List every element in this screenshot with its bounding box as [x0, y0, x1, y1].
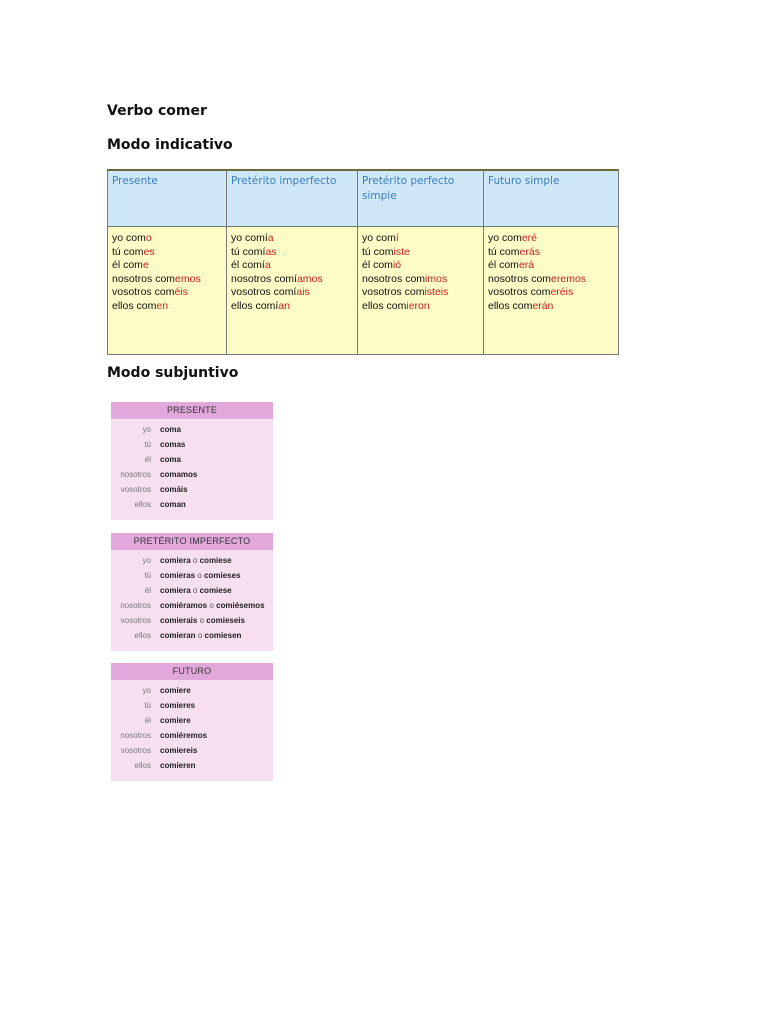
list-item: [111, 583, 273, 598]
verb-form: [160, 683, 191, 698]
pronoun-label: él: [144, 716, 151, 725]
pronoun-label: nosotros: [120, 470, 151, 479]
conjugation-ending: iste: [393, 245, 410, 258]
list-item: [111, 452, 273, 467]
pronoun-label: ellos: [134, 761, 151, 770]
conjugation-line: [362, 232, 479, 246]
conjugation-ending: eremos: [551, 272, 587, 285]
conjugation-ending: isteis: [424, 286, 449, 298]
column-header-presente: Presente: [108, 170, 227, 227]
verb-form-alt: comiese: [199, 556, 232, 565]
pronoun-label: vosotros: [120, 616, 151, 625]
conjugation-line: [488, 246, 614, 260]
conjugation-stem: tú com: [112, 245, 144, 258]
pronoun-label: tú: [144, 571, 151, 580]
conjugation-stem: nosotros com: [488, 272, 552, 285]
list-item: [111, 497, 273, 512]
list-item: [111, 728, 273, 743]
conjugation-stem: ellos com: [488, 299, 533, 312]
verb-form-main: coma: [160, 455, 181, 464]
verb-form-main: comieren: [160, 761, 196, 770]
verb-form-main: comiera: [160, 586, 191, 595]
conjugation-stem: él comí: [231, 259, 265, 271]
verb-form: [160, 553, 232, 568]
conjugation-line: [488, 286, 614, 300]
conjugation-stem: yo com: [112, 232, 146, 244]
box-title: PRESENTE: [111, 402, 273, 419]
pronoun-label: nosotros: [120, 731, 151, 740]
list-item: [111, 743, 273, 758]
table-row: [108, 227, 619, 355]
conjugation-cell-futuro-simple: [484, 227, 619, 355]
conjugation-ending: erás: [519, 245, 540, 258]
connector-word: o: [192, 556, 198, 565]
page-title: Verbo comer: [107, 103, 207, 119]
verb-form: [160, 583, 232, 598]
box-title: PRETÉRITO IMPERFECTO: [111, 533, 273, 550]
conjugation-ending: éis: [174, 286, 188, 298]
verb-form: [160, 758, 196, 773]
verb-form-main: comiera: [160, 556, 191, 565]
verb-form-main: comieras: [160, 571, 196, 580]
conjugation-line: [231, 286, 353, 300]
conjugation-line: [362, 246, 479, 260]
subjuntivo-futuro-box: [111, 663, 273, 781]
verb-form-alt: comieseis: [206, 616, 245, 625]
conjugation-line: [488, 300, 614, 314]
conjugation-stem: tú com: [362, 245, 394, 258]
conjugation-line: [488, 273, 614, 287]
conjugation-stem: él com: [362, 259, 393, 271]
conjugation-ending: amos: [296, 272, 323, 285]
pronoun-label: yo: [142, 425, 151, 434]
list-item: [111, 437, 273, 452]
verb-form: [160, 437, 185, 452]
conjugation-cell-preterito-perfecto-simple: [358, 227, 484, 355]
list-item: [111, 628, 273, 643]
conjugation-ending: ais: [296, 286, 310, 298]
verb-form-main: coman: [160, 500, 186, 509]
verb-form: [160, 497, 186, 512]
conjugation-stem: tú com: [488, 245, 520, 258]
connector-word: o: [197, 571, 202, 580]
list-item: [111, 598, 273, 613]
verb-form-main: comamos: [160, 470, 198, 479]
conjugation-line: [112, 232, 222, 246]
pronoun-label: yo: [142, 686, 151, 695]
conjugation-line: [362, 286, 479, 300]
conjugation-line: [231, 246, 353, 260]
verb-form: [160, 713, 191, 728]
verb-form-main: comiéramos: [160, 601, 208, 610]
conjugation-stem: ellos com: [362, 299, 407, 312]
verb-form: [160, 743, 197, 758]
table-header-row: [108, 170, 619, 227]
conjugation-stem: yo com: [488, 232, 522, 244]
list-item: [111, 713, 273, 728]
list-item: [111, 613, 273, 628]
conjugation-stem: yo comí: [231, 232, 268, 244]
conjugation-ending: eré: [521, 232, 538, 244]
verb-form: [160, 728, 207, 743]
conjugation-line: [112, 300, 222, 314]
conjugation-stem: ellos comí: [231, 299, 279, 312]
box-title: FUTURO: [111, 663, 273, 680]
connector-word: o: [192, 586, 198, 595]
verb-form-main: coma: [160, 425, 181, 434]
verb-form-alt: comieses: [204, 571, 241, 580]
verb-form-main: comierais: [160, 616, 198, 625]
column-header-preterito-imperfecto: Pretérito imperfecto: [227, 170, 358, 227]
list-item: [111, 683, 273, 698]
conjugation-ending: es: [143, 245, 155, 258]
conjugation-stem: ellos com: [112, 299, 157, 312]
conjugation-ending: í: [395, 232, 399, 244]
conjugation-ending: ieron: [406, 299, 430, 312]
list-item: [111, 422, 273, 437]
pronoun-label: vosotros: [120, 485, 151, 494]
box-rows: [111, 419, 273, 518]
verb-form: [160, 628, 241, 643]
verb-form-main: comas: [160, 440, 186, 449]
conjugation-ending: eréis: [550, 286, 574, 298]
subjuntivo-presente-box: [111, 402, 273, 520]
conjugation-stem: él com: [112, 259, 143, 271]
conjugation-ending: imos: [425, 272, 448, 285]
conjugation-ending: e: [142, 259, 149, 271]
conjugation-stem: tú comí: [231, 245, 266, 258]
conjugation-stem: yo com: [362, 232, 396, 244]
conjugation-line: [112, 259, 222, 273]
conjugation-line: [112, 246, 222, 260]
verb-form: [160, 482, 188, 497]
conjugation-cell-presente: [108, 227, 227, 355]
connector-word: o: [209, 601, 214, 610]
list-item: [111, 482, 273, 497]
conjugation-stem: él com: [488, 259, 519, 271]
conjugation-line: [362, 273, 479, 287]
list-item: [111, 568, 273, 583]
conjugation-ending: as: [265, 245, 277, 258]
indicativo-table: [107, 169, 619, 355]
list-item: [111, 698, 273, 713]
pronoun-label: vosotros: [120, 746, 151, 755]
pronoun-label: tú: [144, 440, 151, 449]
verb-form: [160, 613, 245, 628]
conjugation-line: [362, 259, 479, 273]
conjugation-ending: ió: [392, 259, 402, 271]
verb-form-main: comieres: [160, 701, 196, 710]
conjugation-stem: vosotros comí: [231, 286, 297, 298]
conjugation-cell-preterito-imperfecto: [227, 227, 358, 355]
conjugation-stem: vosotros com: [488, 286, 551, 298]
verb-form-alt: comiésemos: [216, 601, 265, 610]
conjugation-line: [231, 232, 353, 246]
verb-form-main: comiere: [160, 686, 191, 695]
box-rows: [111, 680, 273, 779]
subjuntivo-preterito-imperfecto-box: [111, 533, 273, 651]
column-header-futuro-simple: Futuro simple: [484, 170, 619, 227]
connector-word: o: [197, 631, 203, 640]
box-rows: [111, 550, 273, 649]
indicativo-heading: Modo indicativo: [107, 137, 233, 153]
conjugation-ending: erán: [532, 299, 554, 312]
conjugation-line: [112, 273, 222, 287]
conjugation-ending: an: [278, 299, 290, 312]
list-item: [111, 553, 273, 568]
conjugation-line: [362, 300, 479, 314]
conjugation-stem: vosotros com: [112, 286, 175, 298]
conjugation-ending: en: [156, 299, 169, 312]
conjugation-line: [488, 259, 614, 273]
conjugation-stem: nosotros comí: [231, 272, 297, 285]
pronoun-label: yo: [142, 556, 151, 565]
conjugation-line: [231, 259, 353, 273]
verb-form-alt: comiesen: [204, 631, 242, 640]
conjugation-line: [112, 286, 222, 300]
connector-word: o: [199, 616, 205, 625]
conjugation-line: [231, 300, 353, 314]
verb-form: [160, 452, 181, 467]
pronoun-label: nosotros: [120, 601, 151, 610]
verb-form: [160, 422, 181, 437]
conjugation-ending: o: [145, 232, 152, 244]
conjugation-stem: vosotros com: [362, 286, 425, 298]
conjugation-ending: erá: [518, 259, 535, 271]
conjugation-ending: a: [264, 259, 271, 271]
verb-form: [160, 467, 197, 482]
column-header-preterito-perfecto-simple: Pretérito perfecto simple: [358, 170, 484, 227]
verb-form-main: comiéremos: [160, 731, 208, 740]
conjugation-stem: nosotros com: [112, 272, 176, 285]
conjugation-ending: emos: [175, 272, 201, 285]
conjugation-stem: nosotros com: [362, 272, 426, 285]
pronoun-label: él: [144, 586, 151, 595]
subjuntivo-heading: Modo subjuntivo: [107, 365, 239, 381]
verb-form: [160, 598, 265, 613]
pronoun-label: tú: [144, 701, 151, 710]
list-item: [111, 758, 273, 773]
pronoun-label: ellos: [134, 500, 151, 509]
conjugation-line: [231, 273, 353, 287]
verb-form: [160, 568, 241, 583]
verb-form-main: comiereis: [160, 746, 198, 755]
conjugation-ending: a: [267, 232, 274, 244]
verb-form-main: comiere: [160, 716, 191, 725]
pronoun-label: ellos: [134, 631, 151, 640]
verb-form-main: comáis: [160, 485, 188, 494]
conjugation-line: [488, 232, 614, 246]
verb-form-alt: comiese: [199, 586, 232, 595]
list-item: [111, 467, 273, 482]
verb-form-main: comieran: [160, 631, 196, 640]
pronoun-label: él: [144, 455, 151, 464]
verb-form: [160, 698, 195, 713]
